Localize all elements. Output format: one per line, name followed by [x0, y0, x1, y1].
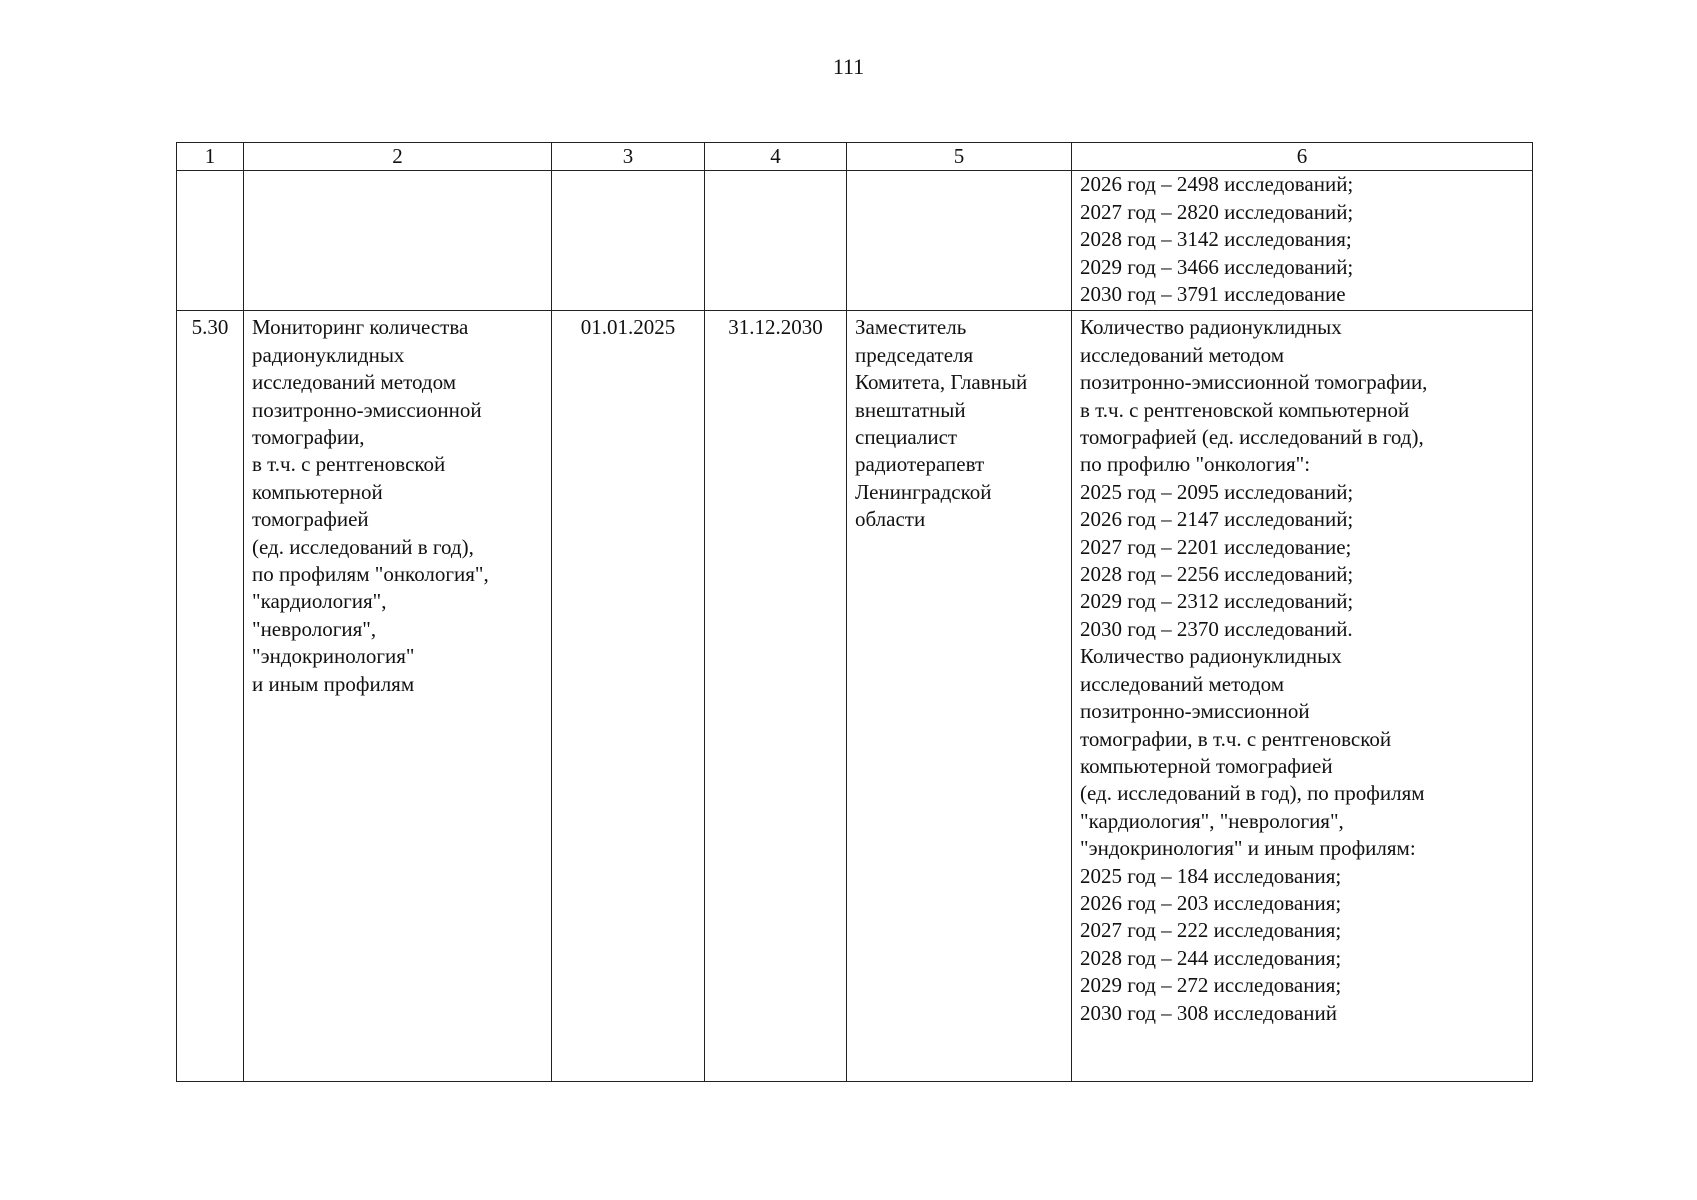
text-line: 2028 год – 244 исследования; [1080, 945, 1342, 970]
responsible-cell [847, 311, 1072, 1082]
empty-cell [244, 171, 552, 311]
text-line: 2028 год – 2256 исследований; [1080, 562, 1354, 587]
text-line: радиотерапевт [855, 452, 985, 477]
text-line: 2028 год – 3142 исследования; [1080, 227, 1352, 252]
empty-cell [705, 171, 847, 311]
text-line: исследований методом [252, 370, 456, 395]
text-line: 2029 год – 3466 исследований; [1080, 254, 1354, 279]
indicator-cell [1072, 311, 1533, 1082]
text-line: Количество радионуклидных [1080, 644, 1342, 669]
text-line: 2025 год – 184 исследования; [1080, 863, 1342, 888]
text-line: внештатный [855, 397, 966, 422]
indicator-text [1080, 311, 1524, 1027]
text-line: (ед. исследований в год), по профилям [1080, 781, 1425, 806]
table-row [177, 311, 1533, 1082]
text-line: компьютерной томографией [1080, 753, 1333, 778]
text-line: Количество радионуклидных [1080, 315, 1342, 340]
measure-name-cell [244, 311, 552, 1082]
text-line: 2030 год – 3791 исследование [1080, 282, 1346, 307]
text-line: томографии, [252, 425, 365, 450]
text-line: 2027 год – 2201 исследование; [1080, 534, 1352, 559]
start-date: 01.01.2025 [580, 315, 676, 340]
text-line: 2030 год – 308 исследований [1080, 1000, 1337, 1025]
row-number-cell [177, 311, 244, 1082]
text-line: председателя [855, 342, 974, 367]
row-number: 5.30 [191, 315, 229, 340]
text-line: 2029 год – 272 исследования; [1080, 973, 1342, 998]
text-line: по профилям "онкология", [252, 562, 489, 587]
empty-cell [177, 171, 244, 311]
text-line: Мониторинг количества [252, 315, 469, 340]
text-line: 2026 год – 203 исследования; [1080, 890, 1342, 915]
text-line: томографией (ед. исследований в год), [1080, 425, 1424, 450]
text-line: специалист [855, 425, 958, 450]
text-line: томографии, в т.ч. с рентгеновской [1080, 726, 1392, 751]
end-date: 31.12.2030 [728, 315, 823, 340]
text-line: 2030 год – 2370 исследований. [1080, 616, 1353, 641]
text-line: 2026 год – 2498 исследований; [1080, 172, 1354, 197]
text-line: томографией [252, 507, 369, 532]
column-header: 1 [177, 143, 244, 171]
text-line: Заместитель [855, 315, 967, 340]
text-line: (ед. исследований в год), [252, 534, 474, 559]
text-line: 2027 год – 2820 исследований; [1080, 199, 1354, 224]
column-header: 5 [847, 143, 1072, 171]
text-line: "кардиология", "неврология", [1080, 808, 1344, 833]
empty-cell [847, 171, 1072, 311]
text-line: позитронно-эмиссионной томографии, [1080, 370, 1428, 395]
text-line: "неврология", [252, 616, 377, 641]
text-line: радионуклидных [252, 342, 405, 367]
measures-table [176, 142, 1533, 1082]
continuation-row [177, 171, 1533, 311]
column-header: 2 [244, 143, 552, 171]
column-header: 4 [705, 143, 847, 171]
text-line: области [855, 507, 926, 532]
column-header: 6 [1072, 143, 1533, 171]
table-header-row [177, 143, 1533, 171]
measure-name [252, 311, 543, 698]
continuation-indicator-text [1080, 171, 1524, 308]
text-line: исследований методом [1080, 671, 1284, 696]
text-line: 2029 год – 2312 исследований; [1080, 589, 1354, 614]
text-line: по профилю "онкология": [1080, 452, 1311, 477]
continuation-indicator-cell [1072, 171, 1533, 311]
text-line: позитронно-эмиссионной [252, 397, 482, 422]
text-line: 2026 год – 2147 исследований; [1080, 507, 1354, 532]
text-line: исследований методом [1080, 342, 1284, 367]
column-header: 3 [552, 143, 705, 171]
text-line: "эндокринология" и иным профилям: [1080, 836, 1416, 861]
text-line: "кардиология", [252, 589, 387, 614]
text-line: Ленинградской [855, 479, 992, 504]
end-date-cell [705, 311, 847, 1082]
empty-cell [552, 171, 705, 311]
start-date-cell [552, 311, 705, 1082]
text-line: 2025 год – 2095 исследований; [1080, 479, 1354, 504]
text-line: компьютерной [252, 479, 383, 504]
text-line: и иным профилям [252, 671, 415, 696]
text-line: в т.ч. с рентгеновской [252, 452, 446, 477]
text-line: в т.ч. с рентгеновской компьютерной [1080, 397, 1410, 422]
page-number: 111 [832, 54, 865, 79]
text-line: "эндокринология" [252, 644, 415, 669]
text-line: Комитета, Главный [855, 370, 1028, 395]
text-line: позитронно-эмиссионной [1080, 699, 1310, 724]
text-line: 2027 год – 222 исследования; [1080, 918, 1342, 943]
responsible-person [855, 311, 1063, 533]
